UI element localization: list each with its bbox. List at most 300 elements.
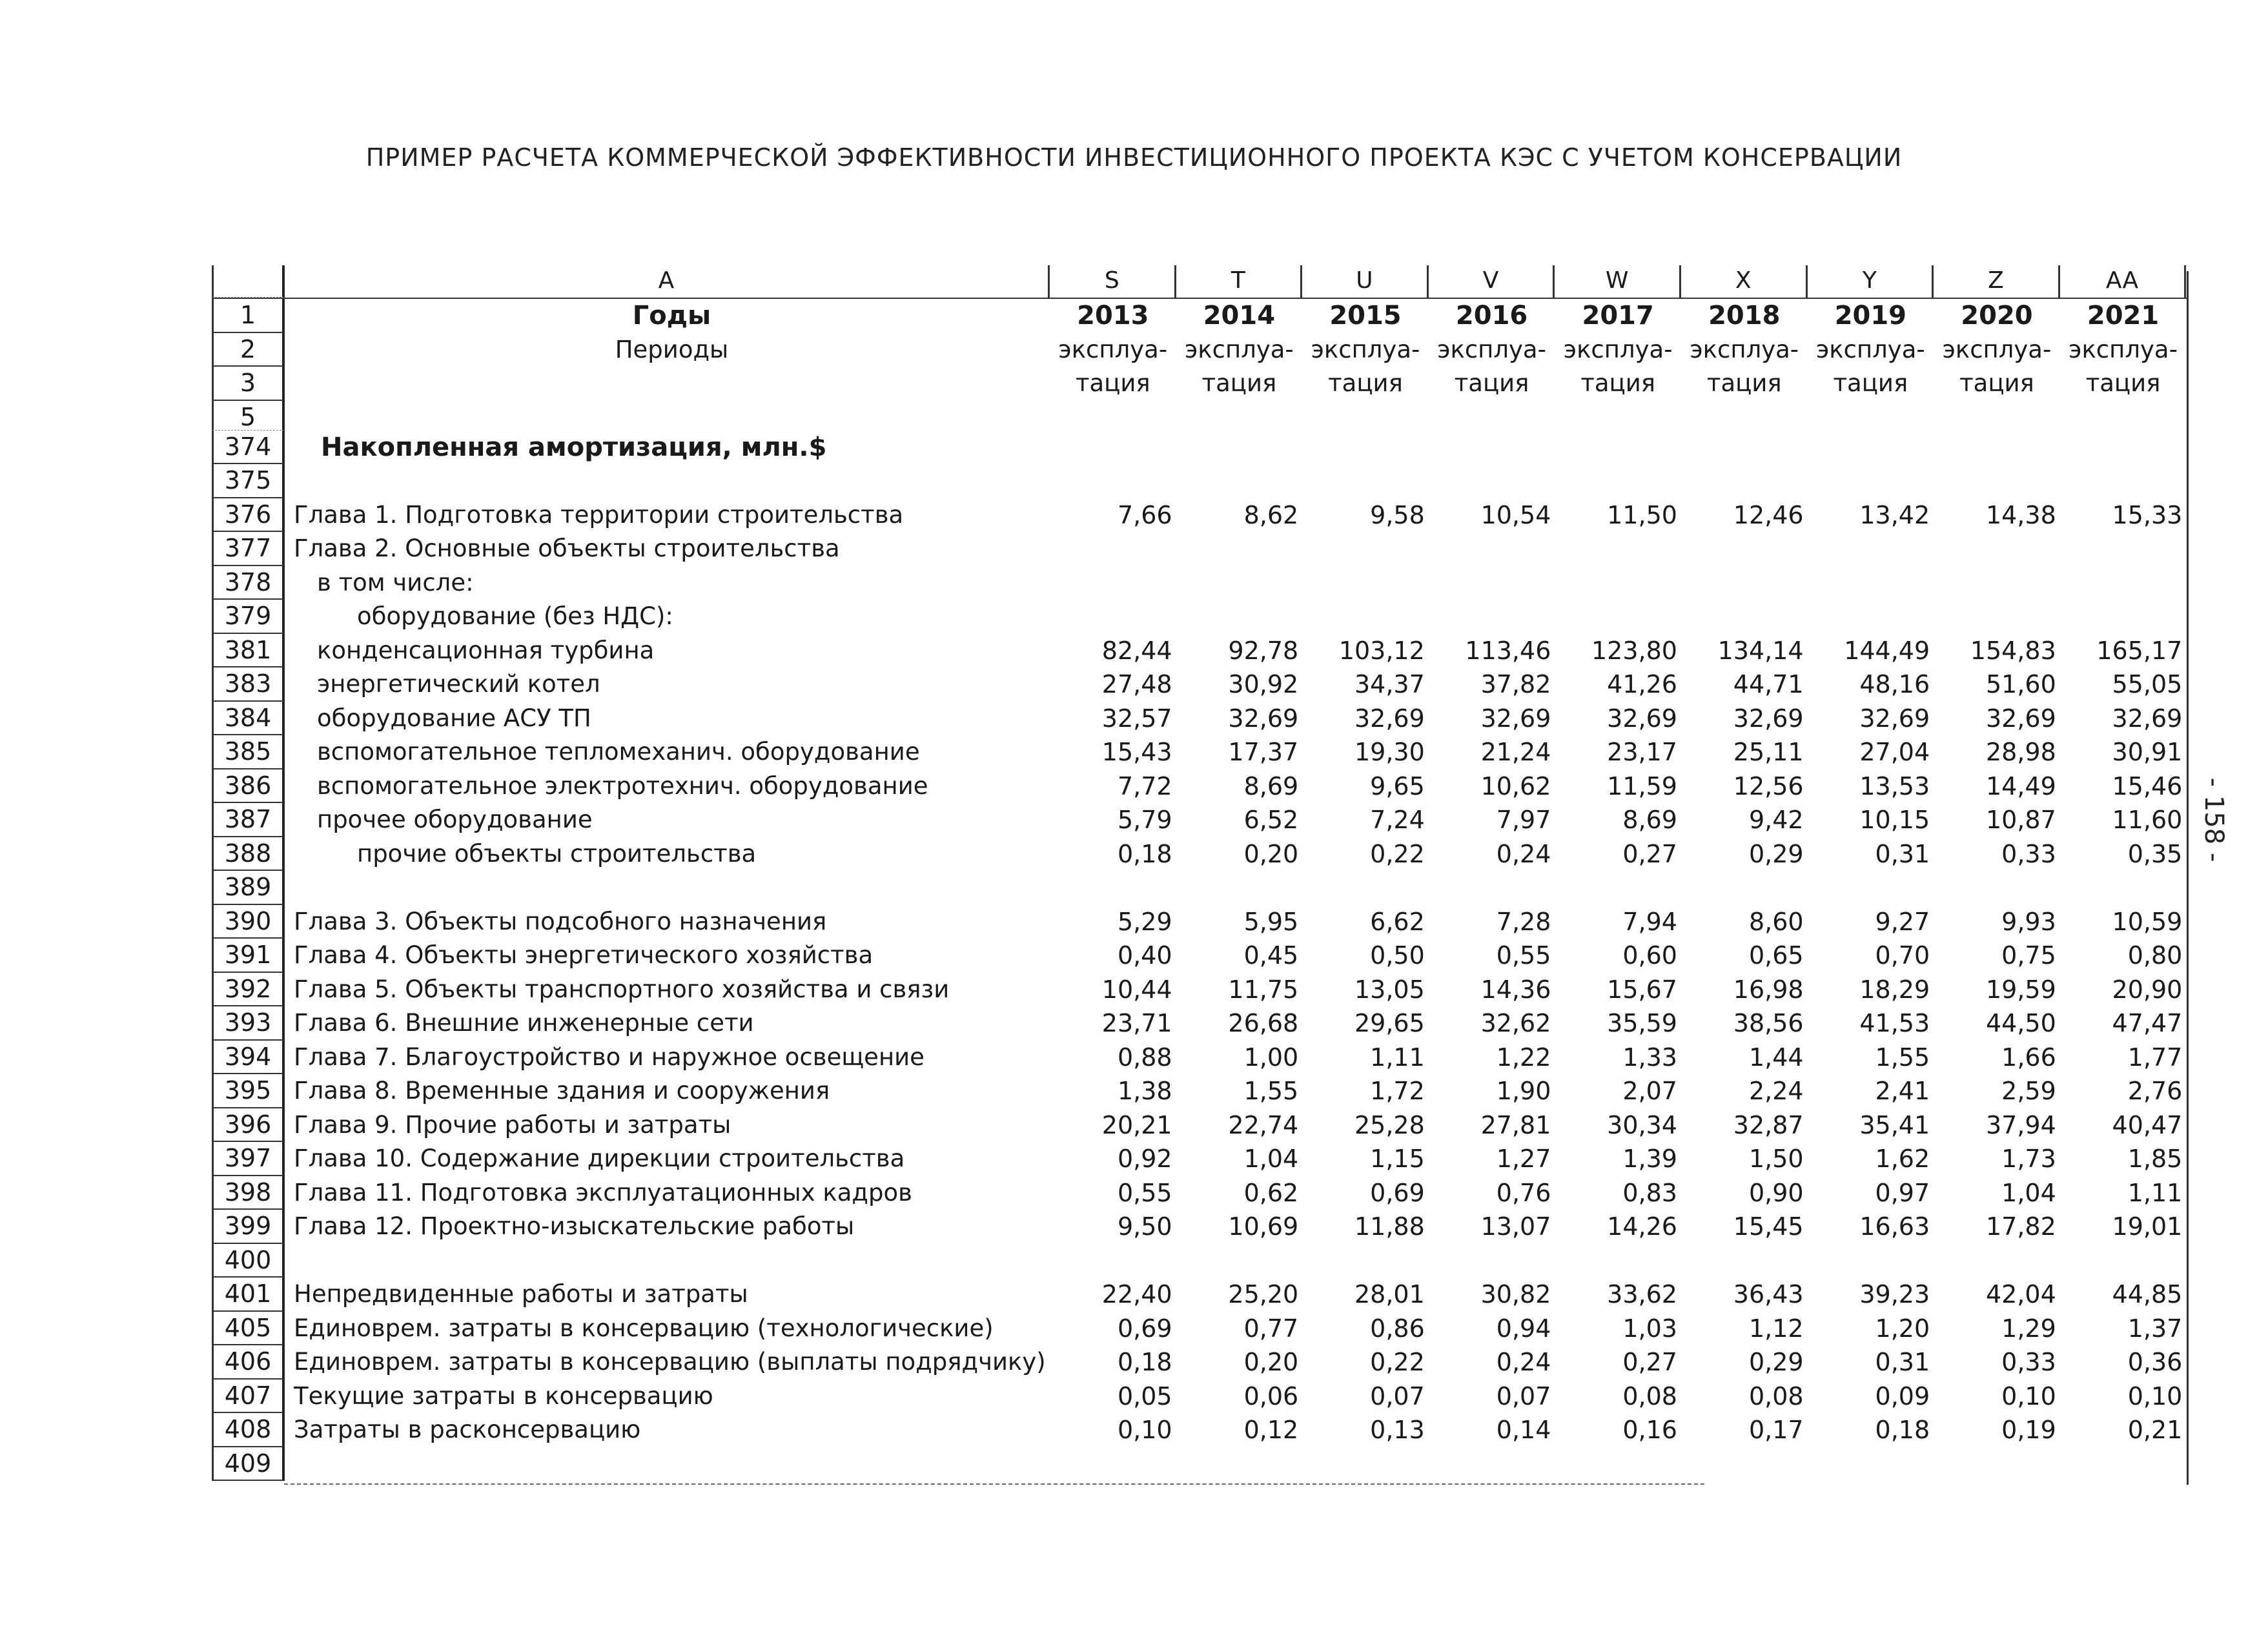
table-row — [212, 973, 2189, 1007]
value-cell: 25,28 — [1354, 1110, 1425, 1139]
value-cell: 30,82 — [1480, 1280, 1551, 1309]
table-bottom-line — [284, 1483, 1704, 1486]
value-cell: 9,42 — [1748, 806, 1804, 835]
year-cell: 2020 — [1961, 301, 2033, 331]
table-row — [212, 566, 2189, 600]
value-cell: 0,55 — [1117, 1178, 1172, 1207]
column-header-Z: Z — [1934, 265, 2060, 298]
value-cell: 23,17 — [1607, 738, 1677, 767]
value-cell: 11,88 — [1354, 1212, 1425, 1241]
row-label: Глава 10. Содержание дирекции строительства — [294, 1145, 905, 1173]
value-cell: 0,18 — [1117, 1348, 1172, 1377]
row-number: 383 — [212, 667, 285, 702]
years-label: Годы — [632, 301, 711, 331]
value-cell: 6,62 — [1370, 907, 1425, 936]
value-cell: 1,04 — [1243, 1145, 1299, 1174]
value-cell: 0,24 — [1496, 1348, 1551, 1377]
value-cell: 0,33 — [2001, 839, 2056, 868]
value-cell: 10,87 — [1985, 806, 2056, 835]
value-cell: 0,05 — [1117, 1381, 1172, 1411]
value-cell: 5,79 — [1117, 806, 1172, 835]
value-cell: 165,17 — [2096, 636, 2183, 665]
value-cell: 20,90 — [2112, 975, 2183, 1004]
value-cell: 10,59 — [2112, 907, 2183, 936]
table-row — [212, 1041, 2189, 1075]
row-label: Глава 1. Подготовка территории строительства — [294, 500, 904, 529]
column-letters-row — [212, 265, 2189, 299]
value-cell: 18,29 — [1859, 975, 1930, 1004]
value-cell: 0,80 — [2127, 941, 2183, 970]
value-cell: 13,42 — [1859, 500, 1930, 529]
value-cell: 0,13 — [1370, 1416, 1425, 1445]
value-cell: 0,62 — [1243, 1178, 1299, 1207]
value-cell: 37,94 — [1985, 1110, 2056, 1139]
periods-row-2 — [212, 367, 2189, 401]
value-cell: 0,31 — [1875, 839, 1930, 868]
value-cell: 16,63 — [1859, 1212, 1930, 1241]
table-right-border — [2187, 271, 2189, 1485]
row-label: Глава 4. Объекты энергетического хозяйства — [294, 941, 873, 970]
row-label: Единоврем. затраты в консервацию (технологические) — [294, 1314, 994, 1342]
table-row — [212, 634, 2189, 668]
value-cell: 0,22 — [1370, 1348, 1425, 1377]
value-cell: 0,69 — [1117, 1314, 1172, 1343]
value-cell: 12,56 — [1733, 771, 1804, 800]
row-number: 396 — [212, 1108, 285, 1143]
table-row — [212, 1210, 2189, 1244]
value-cell: 0,76 — [1496, 1178, 1551, 1207]
value-cell: 1,11 — [2127, 1178, 2183, 1207]
period-cell: эксплуа- — [1058, 335, 1168, 363]
value-cell: 0,29 — [1748, 839, 1804, 868]
value-cell: 21,24 — [1480, 738, 1551, 767]
value-cell: 0,50 — [1370, 941, 1425, 970]
table-row — [212, 702, 2189, 736]
value-cell: 0,90 — [1748, 1178, 1804, 1207]
value-cell: 33,62 — [1607, 1280, 1677, 1309]
value-cell: 1,33 — [1622, 1043, 1677, 1072]
row-label: Накопленная амортизация, млн.$ — [321, 432, 827, 462]
value-cell: 0,20 — [1243, 839, 1299, 868]
periods-row — [212, 333, 2189, 367]
value-cell: 1,44 — [1748, 1043, 1804, 1072]
table-row — [212, 498, 2189, 533]
row-number: 391 — [212, 939, 285, 973]
column-header-T: T — [1176, 265, 1303, 298]
value-cell: 35,41 — [1859, 1110, 1930, 1139]
value-cell: 48,16 — [1859, 670, 1930, 699]
period-cell: эксплуа- — [1311, 335, 1420, 363]
column-header-U: U — [1302, 265, 1429, 298]
value-cell: 0,70 — [1875, 941, 1930, 970]
value-cell: 0,97 — [1875, 1178, 1930, 1207]
table-row — [212, 532, 2189, 566]
value-cell: 1,73 — [2001, 1145, 2056, 1174]
period-cell: эксплуа- — [1563, 335, 1673, 363]
period-cell: тация — [2085, 369, 2161, 398]
row-number: 5 — [212, 401, 285, 431]
row-number: 375 — [212, 464, 285, 498]
row-number: 390 — [212, 905, 285, 939]
value-cell: 12,46 — [1733, 500, 1804, 529]
value-cell: 19,59 — [1985, 975, 2056, 1004]
period-cell: эксплуа- — [1437, 335, 1546, 363]
value-cell: 1,11 — [1370, 1043, 1425, 1072]
value-cell: 19,01 — [2112, 1212, 2183, 1241]
row-label: Глава 8. Временные здания и сооружения — [294, 1077, 830, 1105]
value-cell: 14,36 — [1480, 975, 1551, 1004]
column-header-A: A — [285, 265, 1050, 298]
value-cell: 10,54 — [1480, 500, 1551, 529]
column-header-W: W — [1555, 265, 1681, 298]
table-row — [212, 1074, 2189, 1108]
row-number: 381 — [212, 634, 285, 668]
value-cell: 22,74 — [1228, 1110, 1299, 1139]
value-cell: 32,69 — [1985, 704, 2056, 733]
value-cell: 28,01 — [1354, 1280, 1425, 1309]
row-label: Затраты в расконсервацию — [294, 1416, 641, 1444]
row-label: конденсационная турбина — [317, 636, 655, 664]
table-row — [212, 1142, 2189, 1176]
value-cell: 32,69 — [1859, 704, 1930, 733]
value-cell: 15,43 — [1101, 738, 1172, 767]
value-cell: 34,37 — [1354, 670, 1425, 699]
value-cell: 0,12 — [1243, 1416, 1299, 1445]
value-cell: 0,06 — [1243, 1381, 1299, 1411]
row-number: 384 — [212, 702, 285, 736]
value-cell: 82,44 — [1101, 636, 1172, 665]
period-cell: тация — [1580, 369, 1656, 398]
period-cell: тация — [1706, 369, 1782, 398]
row-number: 374 — [212, 431, 285, 465]
value-cell: 0,88 — [1117, 1043, 1172, 1072]
row-label: Единоврем. затраты в консервацию (выплаты подрядчику) — [294, 1348, 1046, 1376]
value-cell: 0,69 — [1370, 1178, 1425, 1207]
row-label: прочие объекты строительства — [357, 839, 757, 868]
value-cell: 0,86 — [1370, 1314, 1425, 1343]
value-cell: 6,52 — [1243, 806, 1299, 835]
value-cell: 0,36 — [2127, 1348, 2183, 1377]
value-cell: 5,95 — [1243, 907, 1299, 936]
row-number: 406 — [212, 1345, 285, 1380]
row-number: 400 — [212, 1244, 285, 1278]
value-cell: 10,44 — [1101, 975, 1172, 1004]
value-cell: 0,20 — [1243, 1348, 1299, 1377]
value-cell: 0,92 — [1117, 1145, 1172, 1174]
value-cell: 0,07 — [1370, 1381, 1425, 1411]
value-cell: 10,69 — [1228, 1212, 1299, 1241]
row-number: 388 — [212, 837, 285, 871]
value-cell: 11,60 — [2112, 806, 2183, 835]
value-cell: 32,69 — [1228, 704, 1299, 733]
value-cell: 41,53 — [1859, 1009, 1930, 1038]
period-cell: эксплуа- — [2069, 335, 2178, 363]
value-cell: 44,50 — [1985, 1009, 2056, 1038]
value-cell: 30,91 — [2112, 738, 2183, 767]
value-cell: 14,26 — [1607, 1212, 1677, 1241]
value-cell: 40,47 — [2112, 1110, 2183, 1139]
value-cell: 13,05 — [1354, 975, 1425, 1004]
value-cell: 32,69 — [2112, 704, 2183, 733]
value-cell: 1,27 — [1496, 1145, 1551, 1174]
row-number: 392 — [212, 973, 285, 1007]
value-cell: 0,77 — [1243, 1314, 1299, 1343]
value-cell: 7,24 — [1370, 806, 1425, 835]
value-cell: 32,69 — [1480, 704, 1551, 733]
period-cell: эксплуа- — [1942, 335, 2052, 363]
value-cell: 23,71 — [1101, 1009, 1172, 1038]
value-cell: 0,94 — [1496, 1314, 1551, 1343]
value-cell: 0,10 — [2127, 1381, 2183, 1411]
value-cell: 35,59 — [1607, 1009, 1677, 1038]
value-cell: 27,48 — [1101, 670, 1172, 699]
year-cell: 2015 — [1329, 301, 1402, 331]
value-cell: 0,10 — [2001, 1381, 2056, 1411]
row-label: Непредвиденные работы и затраты — [294, 1280, 748, 1309]
row-number: 3 — [212, 367, 285, 401]
value-cell: 0,35 — [2127, 839, 2183, 868]
value-cell: 11,50 — [1607, 500, 1677, 529]
value-cell: 0,19 — [2001, 1416, 2056, 1445]
table-row — [212, 803, 2189, 837]
row-number: 399 — [212, 1210, 285, 1244]
row-number: 385 — [212, 735, 285, 769]
value-cell: 25,20 — [1228, 1280, 1299, 1309]
value-cell: 9,93 — [2001, 907, 2056, 936]
value-cell: 44,71 — [1733, 670, 1804, 699]
value-cell: 123,80 — [1591, 636, 1677, 665]
row-number: 376 — [212, 498, 285, 533]
table-row — [212, 769, 2189, 804]
table-row — [212, 600, 2189, 634]
table-row — [212, 871, 2189, 905]
column-header-Y: Y — [1808, 265, 1934, 298]
value-cell: 7,94 — [1622, 907, 1677, 936]
value-cell: 9,50 — [1117, 1212, 1172, 1241]
value-cell: 10,15 — [1859, 806, 1930, 835]
value-cell: 0,40 — [1117, 941, 1172, 970]
value-cell: 154,83 — [1970, 636, 2056, 665]
year-cell: 2014 — [1203, 301, 1276, 331]
column-header-AA: AA — [2060, 265, 2187, 298]
table-row — [212, 431, 2189, 465]
period-cell: тация — [1959, 369, 2034, 398]
row-label: в том числе: — [317, 568, 474, 596]
value-cell: 1,29 — [2001, 1314, 2056, 1343]
value-cell: 38,56 — [1733, 1009, 1804, 1038]
value-cell: 7,66 — [1117, 500, 1172, 529]
value-cell: 0,65 — [1748, 941, 1804, 970]
period-cell: тация — [1201, 369, 1277, 398]
table-row — [212, 905, 2189, 939]
value-cell: 37,82 — [1480, 670, 1551, 699]
row-label: оборудование (без НДС): — [357, 602, 673, 631]
value-cell: 0,75 — [2001, 941, 2056, 970]
spreadsheet — [212, 265, 2189, 1481]
table-row — [212, 735, 2189, 769]
row-number: 407 — [212, 1380, 285, 1414]
row-label: прочее оборудование — [317, 806, 593, 834]
period-cell: тация — [1328, 369, 1403, 398]
value-cell: 22,40 — [1101, 1280, 1172, 1309]
value-cell: 27,04 — [1859, 738, 1930, 767]
value-cell: 2,07 — [1622, 1077, 1677, 1106]
row-number: 398 — [212, 1176, 285, 1210]
value-cell: 134,14 — [1717, 636, 1804, 665]
row-number: 389 — [212, 871, 285, 905]
year-cell: 2016 — [1455, 301, 1528, 331]
year-cell: 2017 — [1582, 301, 1654, 331]
value-cell: 1,37 — [2127, 1314, 2183, 1343]
periods-label: Периоды — [615, 335, 729, 363]
value-cell: 16,98 — [1733, 975, 1804, 1004]
value-cell: 36,43 — [1733, 1280, 1804, 1309]
value-cell: 42,04 — [1985, 1280, 2056, 1309]
table-row — [212, 464, 2189, 498]
value-cell: 0,08 — [1748, 1381, 1804, 1411]
value-cell: 19,30 — [1354, 738, 1425, 767]
row-number: 395 — [212, 1074, 285, 1108]
value-cell: 2,24 — [1748, 1077, 1804, 1106]
value-cell: 0,14 — [1496, 1416, 1551, 1445]
column-header-X: X — [1681, 265, 1808, 298]
value-cell: 9,27 — [1875, 907, 1930, 936]
table-row — [212, 837, 2189, 871]
table-row — [212, 1413, 2189, 1447]
value-cell: 8,62 — [1243, 500, 1299, 529]
year-cell: 2018 — [1708, 301, 1781, 331]
value-cell: 1,00 — [1243, 1043, 1299, 1072]
value-cell: 0,16 — [1622, 1416, 1677, 1445]
value-cell: 1,15 — [1370, 1145, 1425, 1174]
value-cell: 92,78 — [1228, 636, 1299, 665]
table-row — [212, 1244, 2189, 1278]
value-cell: 0,21 — [2127, 1416, 2183, 1445]
value-cell: 1,72 — [1370, 1077, 1425, 1106]
value-cell: 26,68 — [1228, 1009, 1299, 1038]
period-cell: тация — [1454, 369, 1529, 398]
table-row — [212, 667, 2189, 702]
row-number: 386 — [212, 769, 285, 804]
row-label: Глава 3. Объекты подсобного назначения — [294, 907, 827, 935]
row-number: 378 — [212, 566, 285, 600]
value-cell: 1,62 — [1875, 1145, 1930, 1174]
row-number: 394 — [212, 1041, 285, 1075]
period-cell: эксплуа- — [1815, 335, 1925, 363]
row-number: 387 — [212, 803, 285, 837]
row-number: 408 — [212, 1413, 285, 1447]
table-row — [212, 1006, 2189, 1041]
value-cell: 1,66 — [2001, 1043, 2056, 1072]
value-cell: 1,38 — [1117, 1077, 1172, 1106]
period-cell: тация — [1833, 369, 1908, 398]
value-cell: 0,27 — [1622, 1348, 1677, 1377]
value-cell: 41,26 — [1607, 670, 1677, 699]
value-cell: 9,65 — [1370, 771, 1425, 800]
row-label: Глава 12. Проектно-изыскательские работы — [294, 1212, 855, 1241]
table-row — [212, 1176, 2189, 1210]
value-cell: 0,08 — [1622, 1381, 1677, 1411]
value-cell: 1,12 — [1748, 1314, 1804, 1343]
years-row — [212, 299, 2189, 333]
value-cell: 0,22 — [1370, 839, 1425, 868]
row-number: 1 — [212, 299, 285, 333]
value-cell: 7,97 — [1496, 806, 1551, 835]
value-cell: 17,37 — [1228, 738, 1299, 767]
row-number: 409 — [212, 1447, 285, 1482]
value-cell: 27,81 — [1480, 1110, 1551, 1139]
value-cell: 15,45 — [1733, 1212, 1804, 1241]
value-cell: 8,60 — [1748, 907, 1804, 936]
value-cell: 0,60 — [1622, 941, 1677, 970]
value-cell: 0,45 — [1243, 941, 1299, 970]
row-label: Глава 2. Основные объекты строительства — [294, 535, 840, 563]
row-number: 401 — [212, 1278, 285, 1312]
value-cell: 0,27 — [1622, 839, 1677, 868]
column-header-S: S — [1050, 265, 1176, 298]
value-cell: 0,31 — [1875, 1348, 1930, 1377]
year-cell: 2021 — [2087, 301, 2160, 331]
value-cell: 0,09 — [1875, 1381, 1930, 1411]
year-cell: 2013 — [1077, 301, 1149, 331]
value-cell: 0,10 — [1117, 1416, 1172, 1445]
value-cell: 39,23 — [1859, 1280, 1930, 1309]
value-cell: 1,50 — [1748, 1145, 1804, 1174]
value-cell: 15,67 — [1607, 975, 1677, 1004]
row-label: Глава 7. Благоустройство и наружное освещение — [294, 1043, 925, 1071]
table-row — [212, 1108, 2189, 1143]
row-number: 397 — [212, 1142, 285, 1176]
value-cell: 13,07 — [1480, 1212, 1551, 1241]
value-cell: 9,58 — [1370, 500, 1425, 529]
value-cell: 1,90 — [1496, 1077, 1551, 1106]
value-cell: 29,65 — [1354, 1009, 1425, 1038]
value-cell: 0,24 — [1496, 839, 1551, 868]
value-cell: 0,18 — [1875, 1416, 1930, 1445]
value-cell: 7,72 — [1117, 771, 1172, 800]
row-label: оборудование АСУ ТП — [317, 704, 591, 732]
value-cell: 1,55 — [1243, 1077, 1299, 1106]
value-cell: 30,34 — [1607, 1110, 1677, 1139]
value-cell: 47,47 — [2112, 1009, 2183, 1038]
value-cell: 0,29 — [1748, 1348, 1804, 1377]
row-number: 379 — [212, 600, 285, 634]
value-cell: 20,21 — [1101, 1110, 1172, 1139]
row-number: 2 — [212, 333, 285, 367]
value-cell: 0,33 — [2001, 1348, 2056, 1377]
value-cell: 0,07 — [1496, 1381, 1551, 1411]
value-cell: 1,03 — [1622, 1314, 1677, 1343]
value-cell: 44,85 — [2112, 1280, 2183, 1309]
value-cell: 1,77 — [2127, 1043, 2183, 1072]
row-label: Глава 9. Прочие работы и затраты — [294, 1110, 731, 1139]
value-cell: 32,69 — [1354, 704, 1425, 733]
value-cell: 0,18 — [1117, 839, 1172, 868]
row-label: Текущие затраты в консервацию — [294, 1381, 713, 1410]
value-cell: 32,87 — [1733, 1110, 1804, 1139]
row-number: 377 — [212, 532, 285, 566]
value-cell: 32,69 — [1733, 704, 1804, 733]
table-row — [212, 1380, 2189, 1414]
value-cell: 1,04 — [2001, 1178, 2056, 1207]
spacer-row — [212, 401, 2189, 431]
row-label: вспомогательное электротехнич. оборудование — [317, 771, 928, 800]
value-cell: 11,75 — [1228, 975, 1299, 1004]
value-cell: 2,41 — [1875, 1077, 1930, 1106]
value-cell: 1,20 — [1875, 1314, 1930, 1343]
table-row — [212, 939, 2189, 973]
value-cell: 1,39 — [1622, 1145, 1677, 1174]
